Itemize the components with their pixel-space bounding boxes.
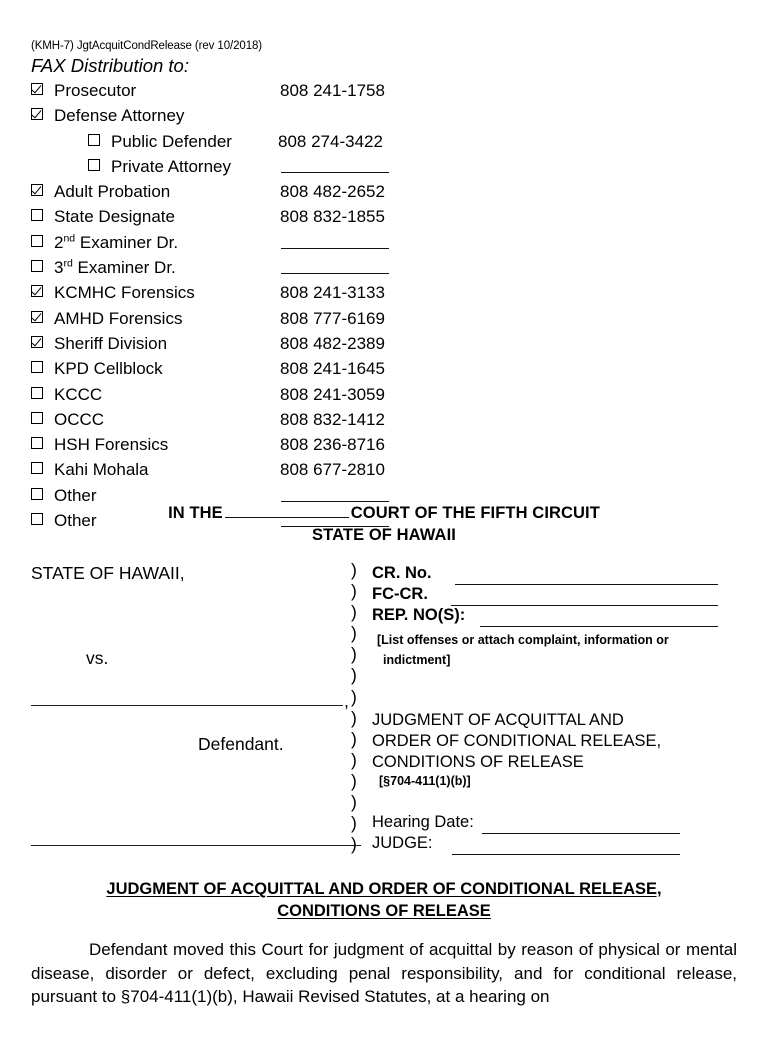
court-name-blank[interactable] (225, 503, 349, 518)
fax-recipient-label: HSH Forensics (54, 435, 169, 455)
fax-row (31, 103, 371, 128)
checkbox-checked-icon[interactable] (31, 108, 45, 122)
checkbox-unchecked-icon[interactable] (31, 260, 45, 274)
fax-row (31, 306, 385, 331)
checkbox-unchecked-icon[interactable] (31, 462, 45, 476)
checkbox-box (31, 184, 43, 196)
court-heading (0, 503, 768, 545)
fax-row (31, 457, 385, 482)
rep-numbers-blank[interactable] (480, 626, 718, 627)
fax-number: 808 832-1412 (280, 409, 385, 429)
court-heading-line1-before: IN THE (168, 504, 223, 522)
caption-paren: ) (351, 728, 357, 749)
caption-paren: ) (351, 581, 357, 602)
fax-row (31, 78, 385, 103)
cr-number-blank[interactable] (455, 584, 718, 585)
caption-paren: ) (351, 623, 357, 644)
checkbox-unchecked-icon[interactable] (31, 361, 45, 375)
checkbox-checked-icon[interactable] (31, 285, 45, 299)
judgment-title-block (372, 710, 661, 773)
caption-paren-column (351, 560, 367, 855)
fax-number: 808 241-1645 (280, 359, 385, 379)
checkbox-box (88, 159, 100, 171)
fc-cr-label: FC-CR. (372, 585, 428, 603)
offense-note-line1: [List offenses or attach complaint, information or (377, 633, 669, 647)
fax-recipient-label: KCCC (54, 384, 103, 404)
document-title-line2: CONDITIONS OF RELEASE (277, 902, 491, 920)
fax-distribution-list (31, 78, 385, 533)
caption-paren: ) (351, 560, 357, 580)
checkbox-unchecked-icon[interactable] (31, 235, 45, 249)
checkbox-box (31, 209, 43, 221)
fax-number: 808 482-2389 (280, 333, 385, 353)
fax-number: 808 832-1855 (280, 207, 385, 227)
form-code: (KMH-7) JgtAcquitCondRelease (rev 10/2018) (31, 40, 263, 52)
hearing-date-blank[interactable] (482, 833, 680, 834)
fax-recipient-label: OCCC (54, 409, 105, 429)
hearing-date-label: Hearing Date: (372, 813, 474, 831)
fax-row (31, 331, 385, 356)
judge-label: JUDGE: (372, 834, 433, 852)
fax-number-blank[interactable] (281, 501, 389, 502)
plaintiff-name: STATE OF HAWAII, (31, 563, 185, 583)
fax-recipient-label: Other (54, 511, 97, 531)
offense-note-line2: indictment] (383, 653, 451, 667)
checkbox-unchecked-icon[interactable] (31, 437, 45, 451)
fax-row (31, 356, 385, 381)
fax-row (31, 280, 385, 305)
checkbox-unchecked-icon[interactable] (31, 209, 45, 223)
body-paragraph: Defendant moved this Court for judgment of acquittal by reason of physical or mental disease, disorder or defect, excluding penal responsibility, and for conditional release, pursuant to §704-411(1)(b), Hawaii Revised Statutes, at a hearing on (31, 940, 737, 1006)
fax-recipient-label: 3rd Examiner Dr. (54, 257, 176, 278)
fax-recipient-label: Adult Probation (54, 182, 171, 202)
checkbox-unchecked-icon[interactable] (31, 488, 45, 502)
fax-number-blank[interactable] (281, 273, 389, 274)
checkbox-box (31, 336, 43, 348)
fax-recipient-label: Private Attorney (111, 156, 232, 176)
statute-reference: [§704-411(1)(b)] (379, 774, 471, 788)
fax-recipient-label: Kahi Mohala (54, 460, 149, 480)
judgment-title-line1: JUDGMENT OF ACQUITTAL AND (372, 711, 624, 729)
defendant-name-blank[interactable] (31, 705, 343, 706)
checkbox-box (31, 235, 43, 247)
fax-recipient-label: KPD Cellblock (54, 359, 163, 379)
fax-row (31, 432, 385, 457)
fax-row (31, 255, 371, 280)
caption-paren: ) (351, 665, 357, 686)
caption-paren: ) (351, 602, 357, 623)
fax-number: 808 274-3422 (278, 131, 383, 151)
checkbox-checked-icon[interactable] (31, 83, 45, 97)
checkbox-box (31, 285, 43, 297)
fax-row (31, 179, 385, 204)
fax-number: 808 241-3059 (280, 384, 385, 404)
checkbox-checked-icon[interactable] (31, 336, 45, 350)
caption-paren: ) (351, 813, 357, 834)
fax-row (31, 204, 385, 229)
checkbox-box (31, 412, 43, 424)
checkbox-box (31, 387, 43, 399)
judgment-title-line2: ORDER OF CONDITIONAL RELEASE, (372, 732, 662, 751)
fax-recipient-label: Defense Attorney (54, 106, 185, 126)
checkbox-checked-icon[interactable] (31, 184, 45, 198)
fc-cr-blank[interactable] (451, 605, 718, 606)
fax-row (31, 154, 371, 179)
court-heading-line1-after: COURT OF THE FIFTH CIRCUIT (350, 504, 600, 522)
judgment-title-line3: CONDITIONS OF RELEASE (372, 753, 584, 772)
fax-recipient-label: Prosecutor (54, 81, 137, 100)
checkbox-box (31, 83, 43, 95)
defendant-name-comma: , (344, 691, 349, 711)
caption-paren: ) (351, 770, 357, 791)
checkbox-box (31, 108, 43, 120)
document-title-line1: JUDGMENT OF ACQUITTAL AND ORDER OF CONDITIONAL RELEASE, (106, 880, 662, 898)
checkbox-box (88, 134, 100, 146)
caption-bottom-rule (31, 845, 361, 846)
checkbox-checked-icon[interactable] (31, 311, 45, 325)
fax-row (31, 407, 385, 432)
checkbox-unchecked-icon[interactable] (31, 387, 45, 401)
checkbox-box (31, 462, 43, 474)
court-heading-line2: STATE OF HAWAII (312, 526, 456, 544)
fax-recipient-label: Sheriff Division (54, 333, 168, 353)
checkbox-box (31, 488, 43, 500)
checkbox-unchecked-icon[interactable] (88, 134, 102, 148)
defendant-label: Defendant. (198, 734, 284, 754)
fax-number: 808 241-3133 (280, 283, 385, 303)
fax-number: 808 677-2810 (280, 460, 385, 480)
checkbox-box (31, 361, 43, 373)
checkbox-box (31, 260, 43, 272)
checkbox-box (31, 311, 43, 323)
checkbox-unchecked-icon[interactable] (31, 412, 45, 426)
caption-paren: ) (351, 644, 357, 665)
fax-recipient-label: Other (54, 485, 97, 505)
fax-row (31, 129, 383, 154)
cr-number-label: CR. No. (372, 564, 432, 582)
fax-recipient-label: 2nd Examiner Dr. (54, 232, 179, 252)
fax-recipient-label: KCMHC Forensics (54, 283, 195, 303)
caption-paren: ) (351, 792, 357, 813)
caption-paren: ) (351, 749, 357, 770)
fax-number: 808 241-1758 (280, 81, 385, 100)
fax-row (31, 382, 385, 407)
fax-recipient-label: Public Defender (111, 131, 232, 151)
fax-recipient-label: State Designate (54, 207, 175, 227)
caption-paren: ) (351, 686, 357, 707)
fax-number: 808 236-8716 (280, 435, 385, 455)
fax-number: 808 482-2652 (280, 182, 385, 202)
versus-label: vs. (86, 648, 109, 668)
checkbox-unchecked-icon[interactable] (88, 159, 102, 173)
offense-instruction-note (377, 630, 717, 670)
case-caption (0, 560, 768, 860)
rep-numbers-label: REP. NO(S): (372, 606, 466, 624)
judge-name-blank[interactable] (452, 854, 680, 855)
fax-number: 808 777-6169 (280, 308, 385, 328)
caption-paren: ) (351, 707, 357, 728)
fax-row (31, 230, 371, 255)
caption-paren: ) (351, 834, 357, 855)
checkbox-box (31, 437, 43, 449)
fax-number-blank[interactable] (281, 172, 389, 173)
fax-recipient-label: AMHD Forensics (54, 308, 183, 328)
document-title (0, 878, 768, 922)
fax-number-blank[interactable] (281, 248, 389, 249)
fax-distribution-title: FAX Distribution to: (31, 55, 189, 76)
